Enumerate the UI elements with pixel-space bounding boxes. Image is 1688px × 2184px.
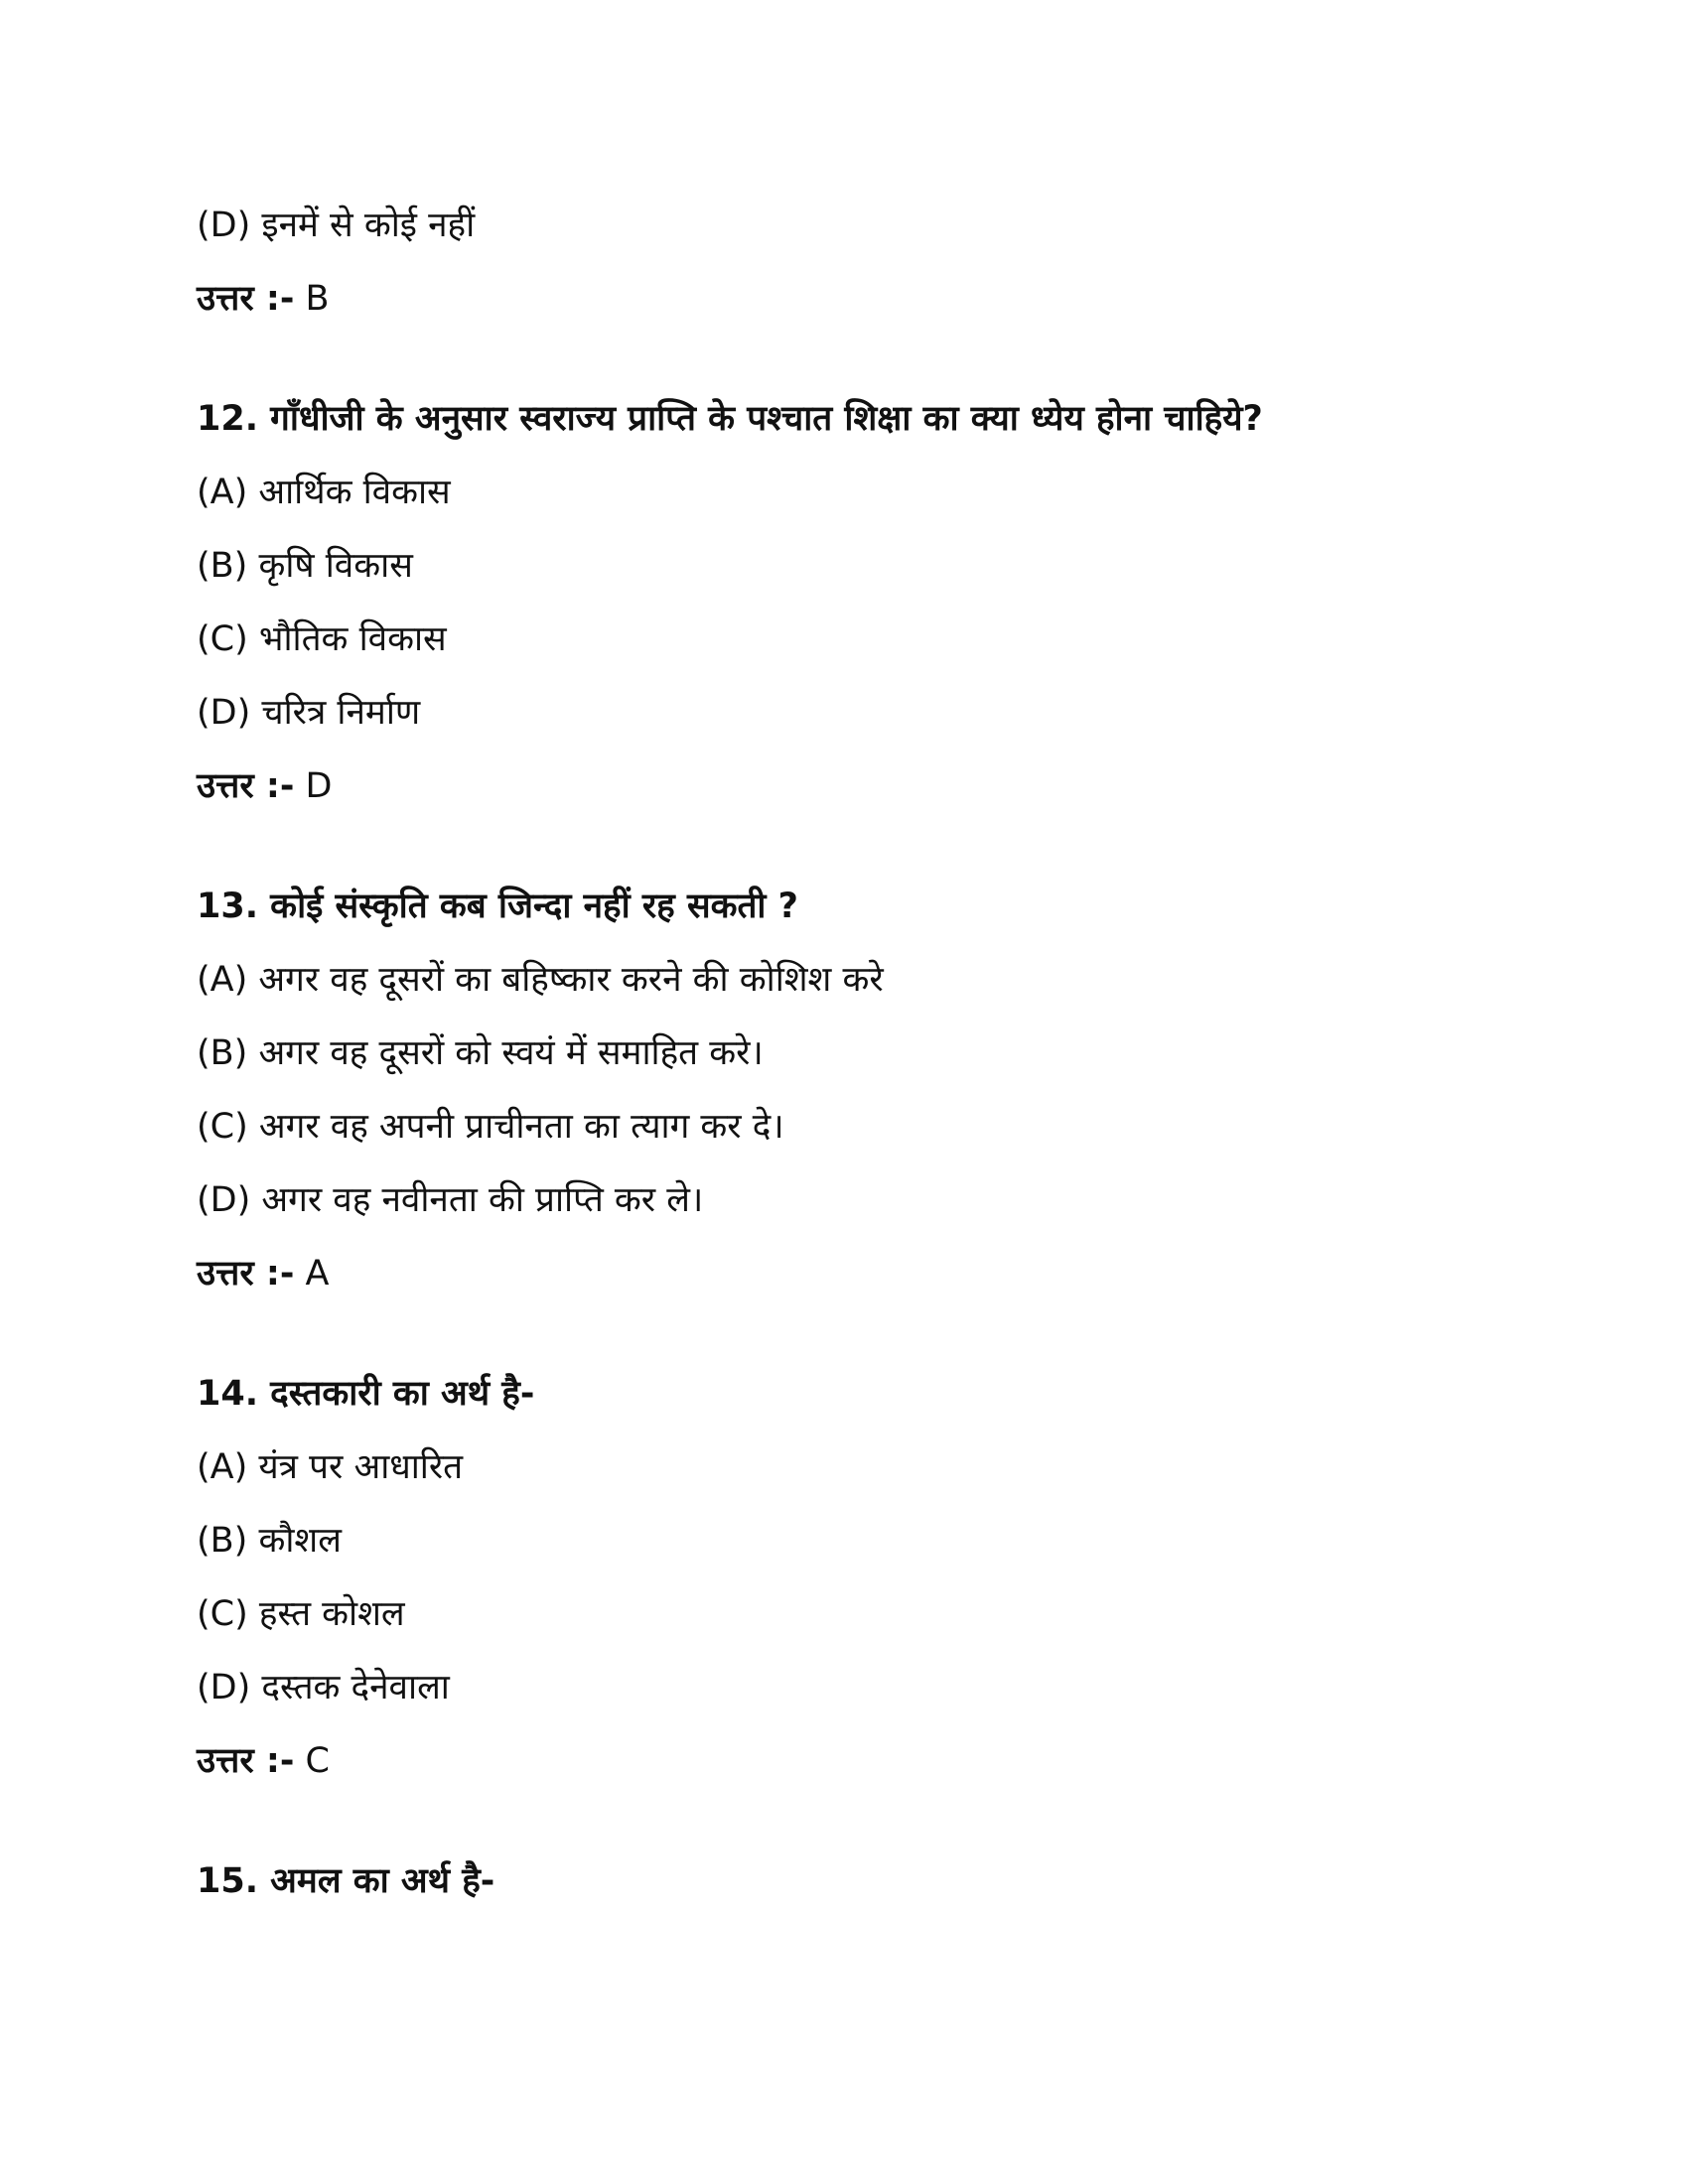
option-a: (A) अगर वह दूसरों का बहिष्कार करने की कोशिश करे xyxy=(197,960,884,1000)
option-a: (A) यंत्र पर आधारित xyxy=(197,1447,464,1487)
option-c: (C) भौतिक विकास xyxy=(197,619,447,659)
option-d: (D) दस्तक देनेवाला xyxy=(197,1668,450,1707)
question-text: 13. कोई संस्कृति कब जिन्दा नहीं रह सकती ? xyxy=(197,887,798,926)
question-text: 15. अमल का अर्थ है- xyxy=(197,1861,495,1901)
option-b: (B) अगर वह दूसरों को स्वयं में समाहित करे। xyxy=(197,1033,764,1073)
option-b: (B) कृषि विकास xyxy=(197,546,413,586)
option-c: (C) अगर वह अपनी प्राचीनता का त्याग कर दे। xyxy=(197,1107,784,1147)
answer-label: उत्तर :- xyxy=(197,1741,295,1781)
answer-value: A xyxy=(305,1254,330,1294)
question-12 xyxy=(197,382,1537,823)
answer-label: उत्तर :- xyxy=(197,1254,295,1294)
option-c: (C) हस्त कोशल xyxy=(197,1594,405,1634)
question-14 xyxy=(197,1357,1537,1798)
question-15 xyxy=(197,1844,1537,1918)
question-text: 12. गाँधीजी के अनुसार स्वराज्य प्राप्ति के पश्चात शिक्षा का क्या ध्येय होना चाहिये? xyxy=(197,399,1263,439)
answer-line xyxy=(197,262,1537,336)
option-d: (D) चरित्र निर्माण xyxy=(197,693,421,733)
option-b: (B) कौशल xyxy=(197,1521,342,1561)
option-a: (A) आर्थिक विकास xyxy=(197,473,451,512)
option: (D) इनमें से कोई नहीं xyxy=(197,205,476,245)
question-text: 14. दस्तकारी का अर्थ है- xyxy=(197,1374,535,1414)
answer-value: B xyxy=(305,279,330,319)
answer-line xyxy=(197,750,1537,823)
answer-value: D xyxy=(305,766,333,806)
answer-value: C xyxy=(305,1741,330,1781)
answer-line xyxy=(197,1724,1537,1798)
question-13 xyxy=(197,870,1537,1310)
answer-line xyxy=(197,1237,1537,1310)
option-d: (D) अगर वह नवीनता की प्राप्ति कर ले। xyxy=(197,1180,704,1220)
document-page xyxy=(197,189,1537,1918)
answer-label: उत्तर :- xyxy=(197,766,295,806)
answer-label: उत्तर :- xyxy=(197,279,295,319)
